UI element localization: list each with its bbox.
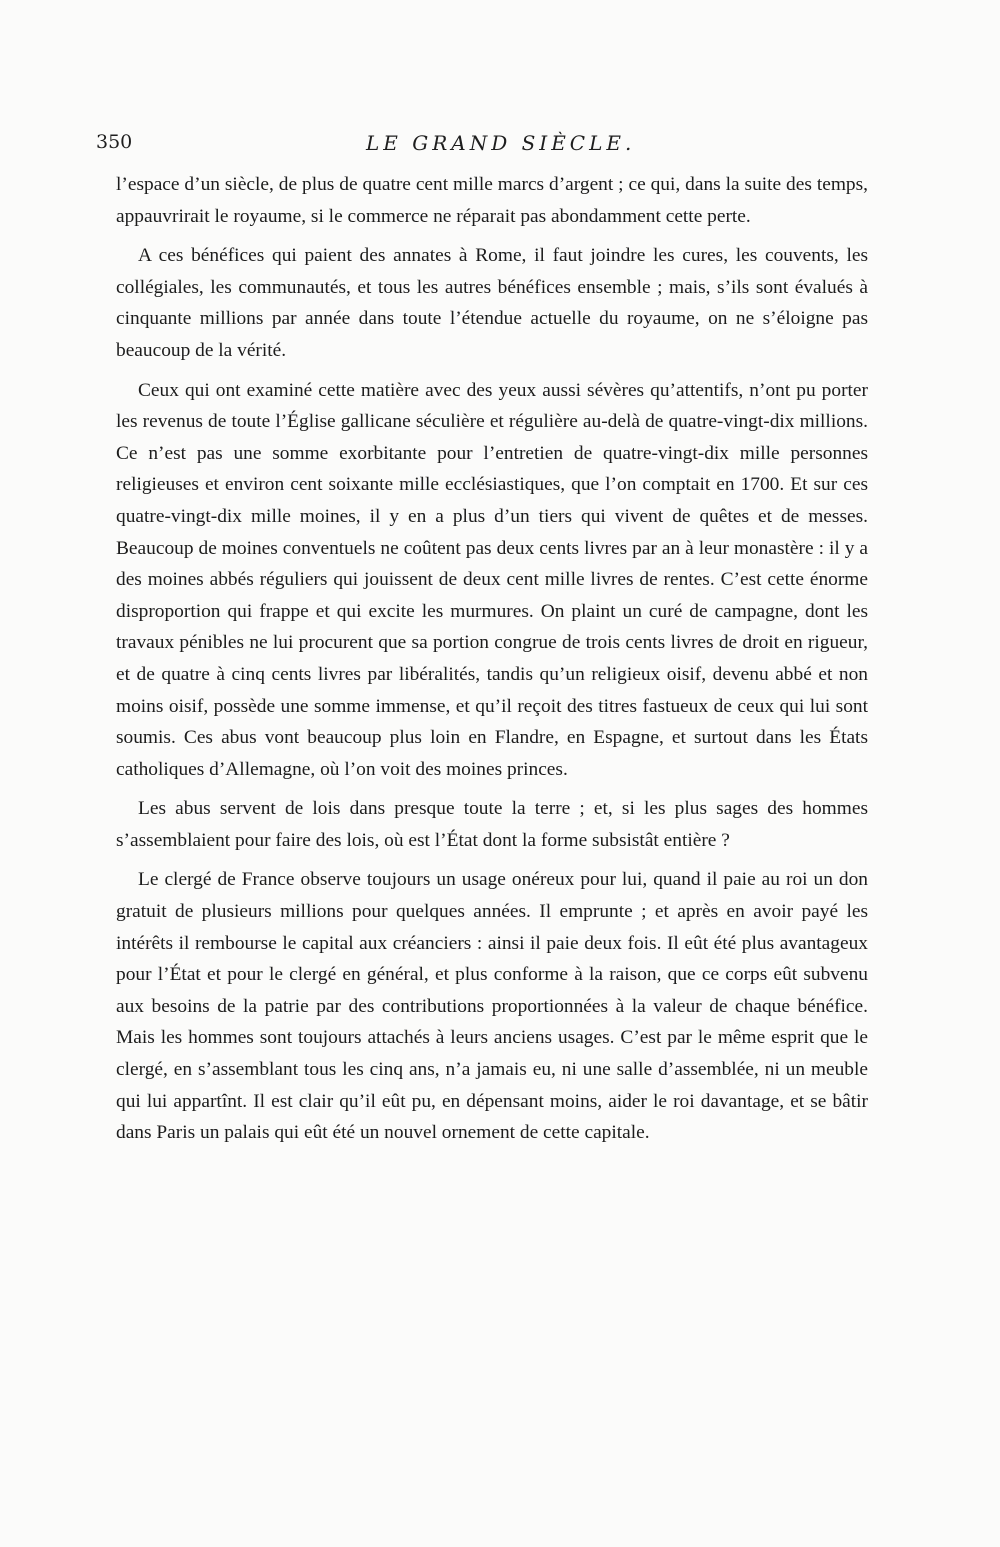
page-number: 350 (96, 131, 133, 153)
running-title: LE GRAND SIÈCLE. (366, 131, 636, 155)
paragraph-clergy-usage: Le clergé de France observe toujours un usage onéreux pour lui, quand il paie au roi un don gratuit de plusieurs millions pour quelques années. Il emprunte ; et après en avoir payé les intérêts il rembourse le capital aux créanciers : ainsi il paie deux fois. Il eût été plus avantageux pour l’État et pour le clergé en général, et plus conforme à la raison, que ce corps eût subvenu aux besoins de la patrie par des contributions proportionnées à la valeur de chaque bénéfice. Mais les hommes sont toujours attachés à leurs anciens usages. C’est par le même esprit que le clergé, en s’assemblant tous les cinq ans, n’a jamais eu, ni une salle d’assemblée, ni un meuble qui lui appartînt. Il est clair qu’il eût pu, en dépensant moins, aider le roi davantage, et se bâtir dans Paris un palais qui eût été un nouvel ornement de cette capitale. (116, 869, 868, 1144)
paragraph-abuses: Les abus servent de lois dans presque toute la terre ; et, si les plus sages des hommes s’assemblaient pour faire des lois, où est l’État dont la forme subsistât entière ? (116, 798, 868, 851)
body-text (116, 169, 868, 1157)
paragraph-benefices: A ces bénéfices qui paient des annates à Rome, il faut joindre les cures, les couvents, les collégiales, les communautés, et tous les autres bénéfices ensemble ; mais, s’ils sont évalués à cinquante millions par année dans toute l’étendue actuelle du royaume, on ne s’éloigne pas beaucoup de la vérité. (116, 245, 868, 361)
running-head (96, 131, 866, 157)
paragraph-revenues: Ceux qui ont examiné cette matière avec des yeux aussi sévères qu’attentifs, n’ont pu porter les revenus de toute l’Église gallicane séculière et régulière au-delà de quatre-vingt-dix millions. Ce n’est pas une somme exorbitante pour l’entretien de quatre-vingt-dix mille personnes religieuses et environ cent soixante mille ecclésiastiques, que l’on comptait en 1700. Et sur ces quatre-vingt-dix mille moines, il y en a plus d’un tiers qui vivent de quêtes et de messes. Beaucoup de moines conventuels ne coûtent pas deux cents livres par an à leur monastère : il y a des moines abbés réguliers qui jouissent de deux cent mille livres de rentes. C’est cette énorme disproportion qui frappe et qui excite les murmures. On plaint un curé de campagne, dont les travaux pénibles ne lui procurent que sa portion congrue de trois cents livres de droit en rigueur, et de quatre à cinq cents livres par libéralités, tandis qu’un religieux oisif, devenu abbé et non moins oisif, possède une somme immense, et qu’il reçoit des titres fastueux de ceux qui lui sont soumis. Ces abus vont beaucoup plus loin en Flandre, en Espagne, et surtout dans les États catholiques d’Allemagne, où l’on voit des moines princes. (116, 379, 868, 780)
paragraph-continued: l’espace d’un siècle, de plus de quatre cent mille marcs d’argent ; ce qui, dans la suite des temps, appauvrirait le royaume, si le commerce ne réparait pas abondamment cette perte. (116, 174, 868, 227)
